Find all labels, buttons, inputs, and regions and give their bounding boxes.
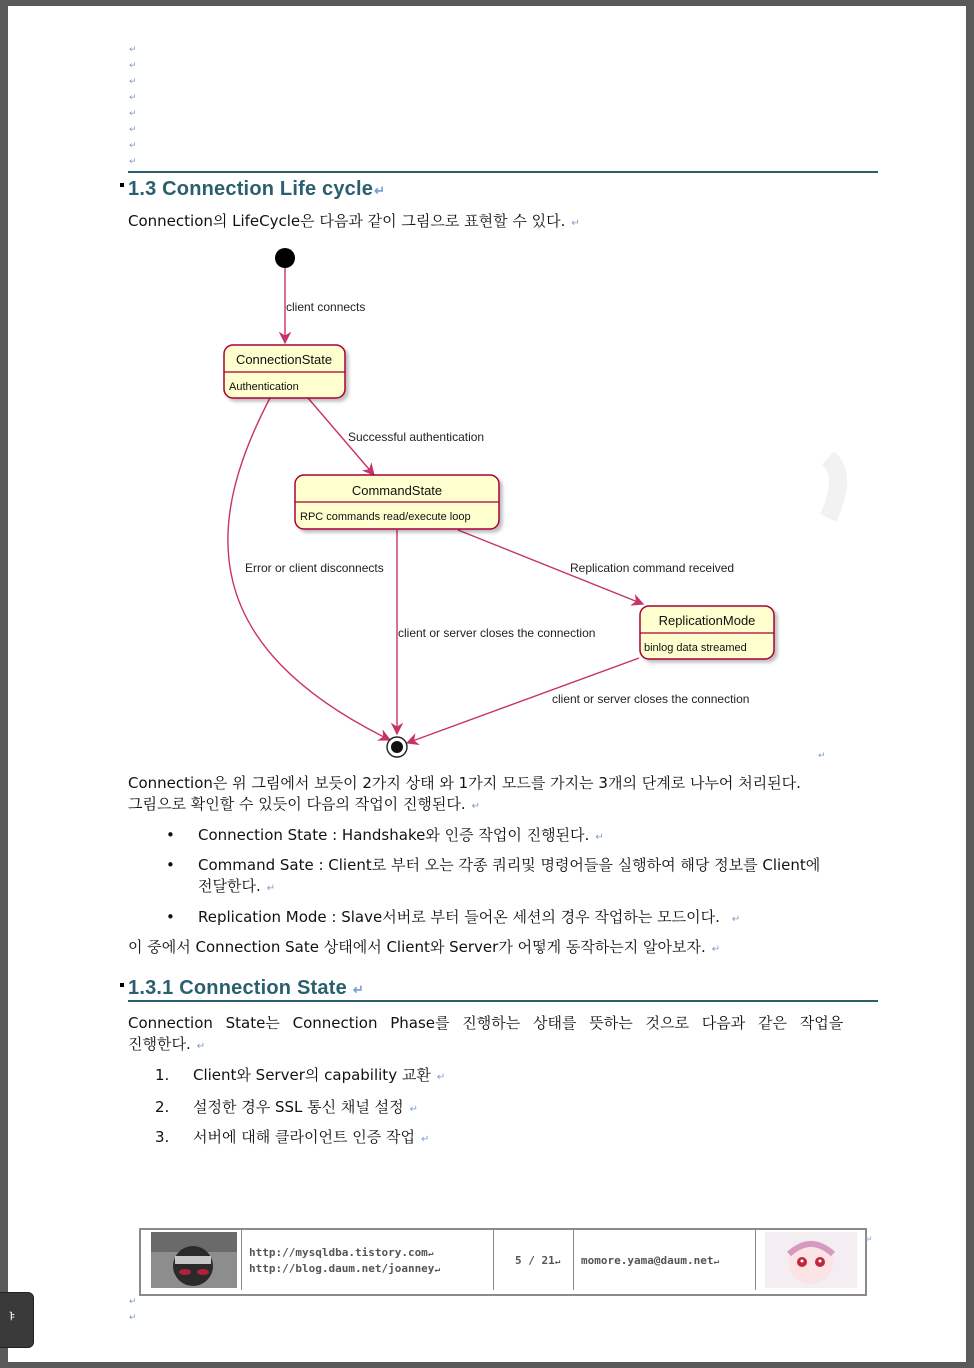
footer-urls	[241, 1230, 494, 1290]
paragraph-mark: ↵	[731, 914, 741, 925]
state-detail: RPC commands read/execute loop	[300, 511, 471, 523]
paragraph-mark: ↵	[129, 1297, 137, 1307]
heading-marker	[120, 983, 124, 987]
lifecycle-diagram	[8, 6, 966, 776]
bullet-icon: •	[166, 826, 175, 844]
state-name: ReplicationMode	[658, 613, 756, 628]
paragraph-mark: ↵	[427, 1249, 434, 1259]
list-item: • Command Sate : Client로 부터 오는 각종 쿼리및 명령어들을 실행하여 해당 정보를 Client에 전달한다. ↵	[166, 856, 821, 895]
state-connection	[224, 345, 345, 398]
numbered-item: 1. Client와 Server의 capability 교환 ↵	[155, 1066, 446, 1084]
state-name: CommandState	[351, 483, 443, 498]
paragraph-mark: ↵	[554, 1257, 561, 1267]
heading-text: 1.3 Connection Life cycle	[128, 178, 374, 200]
page-footer	[139, 1228, 867, 1296]
document-page	[8, 6, 966, 1362]
paragraph-mark: ↵	[129, 45, 137, 55]
numbered-item: 3. 서버에 대해 클라이언트 인증 작업 ↵	[155, 1128, 430, 1146]
list-item: • Replication Mode : Slave서버로 부터 들어온 세션의 경우 작업하는 모드이다. ↵	[166, 908, 741, 926]
paragraph-mark: ↵	[436, 1072, 446, 1083]
footer-avatar-left	[141, 1230, 242, 1290]
footer-page-number: 5 / 21↵	[493, 1230, 574, 1290]
paragraph-mark: ↵	[196, 1041, 206, 1052]
paragraph-mark: ↵	[711, 944, 721, 955]
bullet-icon: •	[166, 908, 175, 926]
paragraph-mark: ↵	[352, 982, 364, 997]
paragraph-mark: ↵	[266, 883, 276, 894]
section-intro: Connection State는 Connection Phase를 진행하는 상태를 뜻하는 것으로 다음과 같은 작업을 진행한다. ↵	[128, 1014, 844, 1053]
numbered-item: 2. 설정한 경우 SSL 통신 채널 설정 ↵	[155, 1098, 419, 1116]
paragraph-mark: ↵	[409, 1104, 419, 1115]
paragraph-mark: ↵	[571, 218, 580, 229]
state-detail: Authentication	[229, 381, 299, 393]
paragraph-mark: ↵	[595, 832, 604, 843]
list-item: • Connection State : Handshake와 인증 작업이 진행된다. ↵	[166, 826, 604, 844]
paragraph-mark: ↵	[471, 801, 481, 812]
section-intro: Connection의 LifeCycle은 다음과 같이 그림으로 표현할 수 있다. ↵	[128, 212, 580, 230]
side-tab-button[interactable]	[0, 1292, 34, 1348]
side-tab-label: ᅣ	[1, 1312, 15, 1328]
state-detail: binlog data streamed	[644, 642, 747, 654]
paragraph-mark: ↵	[129, 157, 137, 167]
label-client-connects: client connects	[286, 300, 366, 314]
paragraph-mark: ↵	[129, 93, 137, 103]
heading-rule	[128, 1000, 878, 1002]
label-replication-command: Replication command received	[570, 561, 735, 575]
paragraph-mark: ↵	[374, 183, 386, 198]
avatar	[141, 1230, 241, 1290]
paragraph-mark: ↵	[434, 1265, 440, 1275]
label-error-disconnect: Error or client disconnects	[245, 561, 384, 575]
paragraph-mark: ↵	[818, 751, 826, 761]
label-successful-auth: Successful authentication	[348, 430, 485, 444]
end-node	[387, 737, 407, 757]
start-node	[275, 248, 295, 268]
paragraph-mark: ↵	[865, 1235, 873, 1245]
footer-email: momore.yama@daum.net↵	[573, 1230, 756, 1290]
paragraph-mark: ↵	[129, 109, 137, 119]
bullet-icon: •	[166, 856, 175, 874]
summary-paragraph: 이 중에서 Connection Sate 상태에서 Client와 Server가 어떻게 동작하는지 알아보자. ↵	[128, 938, 721, 956]
state-replication	[640, 606, 774, 659]
section-heading-1-3-1	[128, 977, 364, 1000]
body-paragraph: Connection은 위 그림에서 보듯이 2가지 상태 와 1가지 모드를 가지는 3개의 단계로 나누어 처리된다. 그림으로 확인할 수 있듯이 다음의 작업이 진행된다. ↵	[128, 774, 801, 813]
heading-text: 1.3.1 Connection State	[128, 977, 347, 999]
label-command-close: client or server closes the connection	[398, 626, 596, 640]
paragraph-mark: ↵	[420, 1134, 430, 1145]
footer-url[interactable]: http://blog.daum.net/joanney↵	[249, 1262, 440, 1275]
state-command	[295, 475, 499, 529]
state-name: ConnectionState	[235, 352, 333, 367]
paragraph-mark: ↵	[129, 77, 137, 87]
footer-url[interactable]: http://mysqldba.tistory.com↵	[249, 1246, 434, 1259]
paragraph-mark: ↵	[713, 1257, 719, 1267]
paragraph-mark: ↵	[129, 141, 137, 151]
paragraph-mark: ↵	[129, 125, 137, 135]
label-replication-close: client or server closes the connection	[552, 692, 750, 706]
paragraph-mark: ↵	[129, 1313, 137, 1323]
avatar	[755, 1230, 865, 1290]
watermark-fragment	[828, 458, 838, 518]
paragraph-mark: ↵	[129, 61, 137, 71]
footer-avatar-right	[755, 1230, 865, 1290]
